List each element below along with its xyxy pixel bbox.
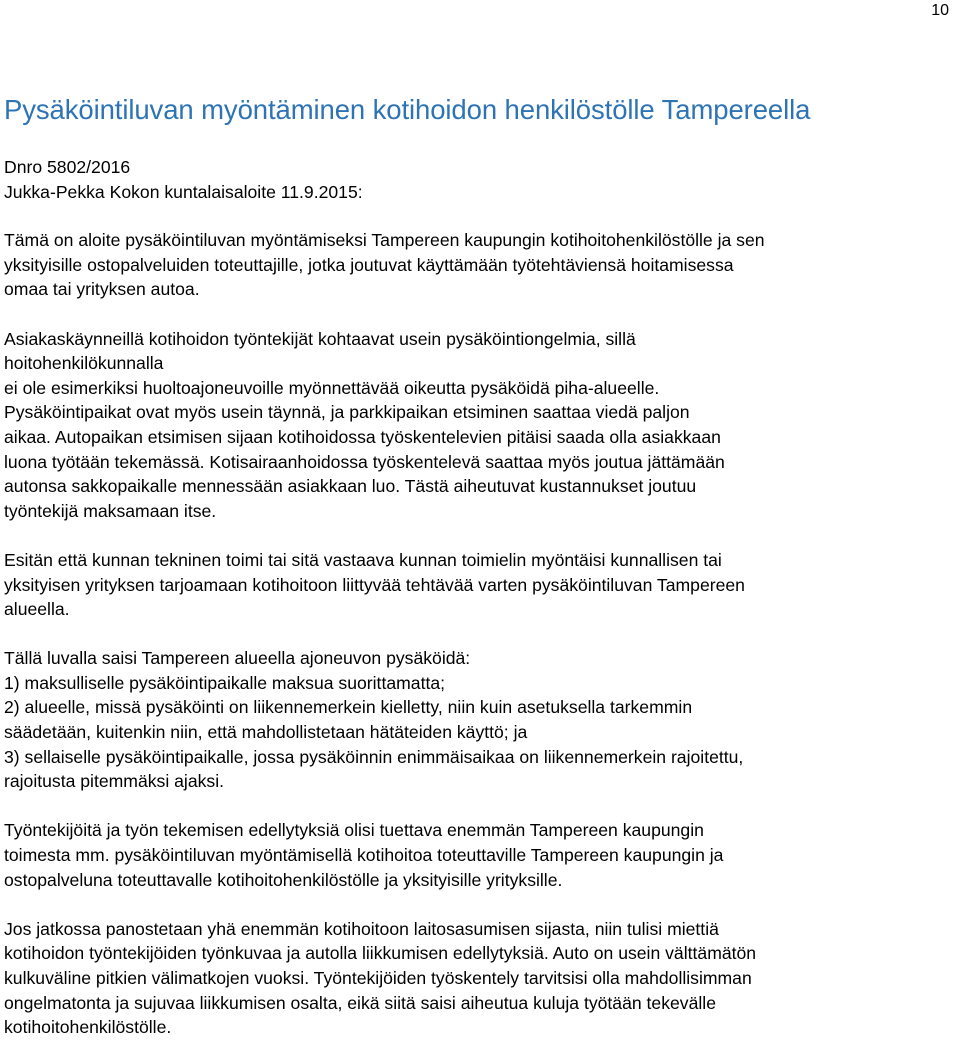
text-line: alueella. bbox=[4, 599, 70, 620]
text-line: kotihoitohenkilöstölle. bbox=[4, 1017, 172, 1038]
text-line: Tällä luvalla saisi Tampereen alueella ajoneuvon pysäköidä: bbox=[4, 648, 471, 669]
reference-block bbox=[4, 155, 956, 204]
paragraph-support bbox=[4, 818, 956, 892]
text-line: yksityisille ostopalveluiden toteuttajille, jotka joutuvat käyttämään työtehtäviensä hoitamisessa bbox=[4, 254, 734, 275]
paragraph-proposal bbox=[4, 548, 956, 622]
text-line: luona työtään tekemässä. Kotisairaanhoidossa työskentelevä saattaa myös joutua jättämään bbox=[4, 451, 725, 472]
paragraph-future bbox=[4, 917, 956, 1040]
page-number: 10 bbox=[931, 2, 949, 19]
paragraph-problem bbox=[4, 327, 956, 524]
text-line: kulkuväline pitkien välimatkojen vuoksi. Työntekijöiden työskentely tarvitsisi olla mahdollisimman bbox=[4, 968, 752, 988]
paragraph-permit-list bbox=[4, 646, 956, 794]
text-line: hoitohenkilökunnalla bbox=[4, 353, 164, 374]
text-line: Tämä on aloite pysäköintiluvan myöntämiseksi Tampereen kaupungin kotihoitohenkilöstölle ja sen bbox=[4, 230, 765, 251]
text-line: autonsa sakkopaikalle mennessään asiakkaan luo. Tästä aiheutuvat kustannukset joutuu bbox=[4, 476, 697, 497]
text-line: ostopalveluna toteuttavalle kotihoitohenkilöstölle ja yksityisille yrityksille. bbox=[4, 869, 563, 890]
text-line: toimesta mm. pysäköintiluvan myöntämisellä kotihoitoa toteuttaville Tampereen kaupungin ja bbox=[4, 845, 724, 866]
text-line: kotihoidon työntekijöiden työnkuvaa ja autolla liikkumisen edellytyksiä. Auto on usein välttämätön bbox=[4, 943, 757, 964]
text-line: omaa tai yrityksen autoa. bbox=[4, 279, 200, 300]
text-line: Jos jatkossa panostetaan yhä enemmän kotihoitoon laitosasumisen sijasta, niin tulisi miettiä bbox=[4, 918, 719, 939]
text-line: aikaa. Autopaikan etsimisen sijaan kotihoidossa työskentelevien pitäisi saada olla asiakkaan bbox=[4, 426, 721, 447]
document-title: Pysäköintiluvan myöntäminen kotihoidon henkilöstölle Tampereella bbox=[4, 94, 811, 125]
text-line: säädetään, kuitenkin niin, että mahdollistetaan hätäteiden käyttö; ja bbox=[4, 722, 528, 743]
text-line: yksityisen yrityksen tarjoamaan kotihoitoon liittyvää tehtävää varten pysäköintiluvan Tampereen bbox=[4, 574, 745, 595]
initiative-line: Jukka-Pekka Kokon kuntalaisaloite 11.9.2015: bbox=[4, 181, 363, 202]
text-line: Asiakaskäynneillä kotihoidon työntekijät kohtaavat usein pysäköintiongelmia, sillä bbox=[4, 328, 636, 349]
dnro-line: Dnro 5802/2016 bbox=[4, 157, 131, 177]
text-line: ongelmatonta ja sujuvaa liikkumisen osalta, eikä siitä saisi aiheutua kuluja työtään tekevälle bbox=[4, 992, 716, 1013]
text-line: työntekijä maksamaan itse. bbox=[4, 500, 217, 521]
paragraph-intro bbox=[4, 228, 956, 302]
text-line: ei ole esimerkiksi huoltoajoneuvoille myönnettävää oikeutta pysäköidä piha-alueelle. bbox=[4, 377, 660, 398]
list-item: 3) sellaiselle pysäköintipaikalle, jossa pysäköinnin enimmäisaikaa on liikennemerkein rajoitettu, bbox=[4, 746, 744, 767]
text-line: Pysäköintipaikat ovat myös usein täynnä, ja parkkipaikan etsiminen saattaa viedä paljon bbox=[4, 402, 690, 423]
text-line: rajoitusta pitemmäksi ajaksi. bbox=[4, 771, 224, 792]
list-item: 2) alueelle, missä pysäköinti on liikennemerkein kielletty, niin kuin asetuksella tarkemmin bbox=[4, 697, 693, 718]
document-body bbox=[4, 155, 956, 1064]
list-item: 1) maksulliselle pysäköintipaikalle maksua suorittamatta; bbox=[4, 672, 446, 693]
text-line: Esitän että kunnan tekninen toimi tai sitä vastaava kunnan toimielin myöntäisi kunnallisen tai bbox=[4, 549, 722, 570]
text-line: Työntekijöitä ja työn tekemisen edellytyksiä olisi tuettava enemmän Tampereen kaupungin bbox=[4, 820, 704, 841]
